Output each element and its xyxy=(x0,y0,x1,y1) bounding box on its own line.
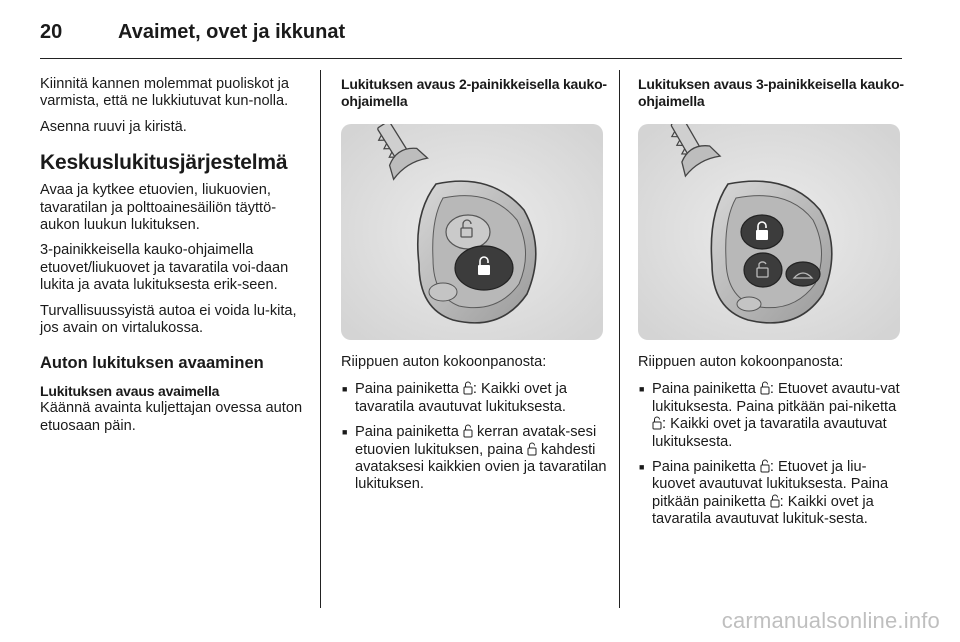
unlock-icon xyxy=(760,381,770,395)
unlock-icon xyxy=(527,442,537,456)
heading-three-button-remote: Lukituksen avaus 3-painikkeisella kauko-ohjaimella xyxy=(638,76,904,109)
page-number: 20 xyxy=(40,21,63,43)
section-heading-central-locking: Keskuslukitusjärjestelmä xyxy=(40,151,288,175)
subsection-heading-unlocking: Auton lukituksen avaaminen xyxy=(40,354,264,373)
column-divider-1 xyxy=(320,70,321,608)
two-button-remote-illustration xyxy=(341,124,603,340)
bullet-item: ■ Paina painiketta : Etuovet ja liu-kuovet avautuvat lukituksesta. Paina pitkään painiketta : Kaikki ovet ja tavaratila avautuvat lukituk-sesta. xyxy=(638,459,904,529)
paragraph-screw: Asenna ruuvi ja kiristä. xyxy=(40,118,187,135)
unlock-icon xyxy=(652,416,662,430)
paragraph-key-unlock: Käännä avainta kuljettajan ovessa auton etuosaan päin. xyxy=(40,400,303,434)
column-right xyxy=(638,76,904,537)
heading-key-unlock: Lukituksen avaus avaimella xyxy=(40,383,220,400)
unlock-icon xyxy=(463,381,473,395)
unlock-icon xyxy=(463,424,473,438)
bullet-list-3 xyxy=(638,381,904,528)
bullet-list-2 xyxy=(341,381,607,493)
paragraph-central-locking: Avaa ja kytkee etuovien, liukuovien, tavaratilan ja polttoainesäiliön täyttö-aukon luukun lukituksen. xyxy=(40,182,277,234)
column-middle xyxy=(341,76,607,502)
page-header xyxy=(40,18,902,59)
watermark-text: carmanualsonline.info xyxy=(721,608,940,633)
paragraph-depends-2: Riippuen auton kokoonpanosta: xyxy=(341,354,547,370)
bullet-item: ■ Paina painiketta : Kaikki ovet ja tavaratila avautuvat lukituksesta. xyxy=(341,381,607,416)
paragraph-three-button: 3-painikkeisella kauko-ohjaimella etuovet/liukuovet ja tavaratila voi-daan lukita ja avata lukituksesta erik-seen. xyxy=(40,242,289,294)
heading-two-button-remote: Lukituksen avaus 2-painikkeisella kauko-ohjaimella xyxy=(341,76,607,109)
unlock-icon xyxy=(760,459,770,473)
bullet-item: ■ Paina painiketta kerran avatak-sesi etuovien lukituksen, paina kahdesti avataksesi kaikkien ovien ja tavaratilan lukituksen. xyxy=(341,424,607,494)
three-button-remote-illustration xyxy=(638,124,900,340)
column-divider-2 xyxy=(619,70,620,608)
column-left xyxy=(40,76,306,443)
unlock-icon xyxy=(770,494,780,508)
paragraph-safety: Turvallisuussyistä autoa ei voida lu-kita, jos avain on virtalukossa. xyxy=(40,302,297,337)
bullet-item: ■ Paina painiketta : Etuovet avautu-vat lukituksesta. Paina pitkään pai-niketta : Kaikki ovet ja tavaratila avautuvat lukituksesta. xyxy=(638,381,904,451)
paragraph-cover: Kiinnitä kannen molemmat puoliskot ja varmista, että ne lukkiutuvat kun-nolla. xyxy=(40,76,290,110)
paragraph-depends-3: Riippuen auton kokoonpanosta: xyxy=(638,354,844,370)
page-title: Avaimet, ovet ja ikkunat xyxy=(118,21,346,43)
